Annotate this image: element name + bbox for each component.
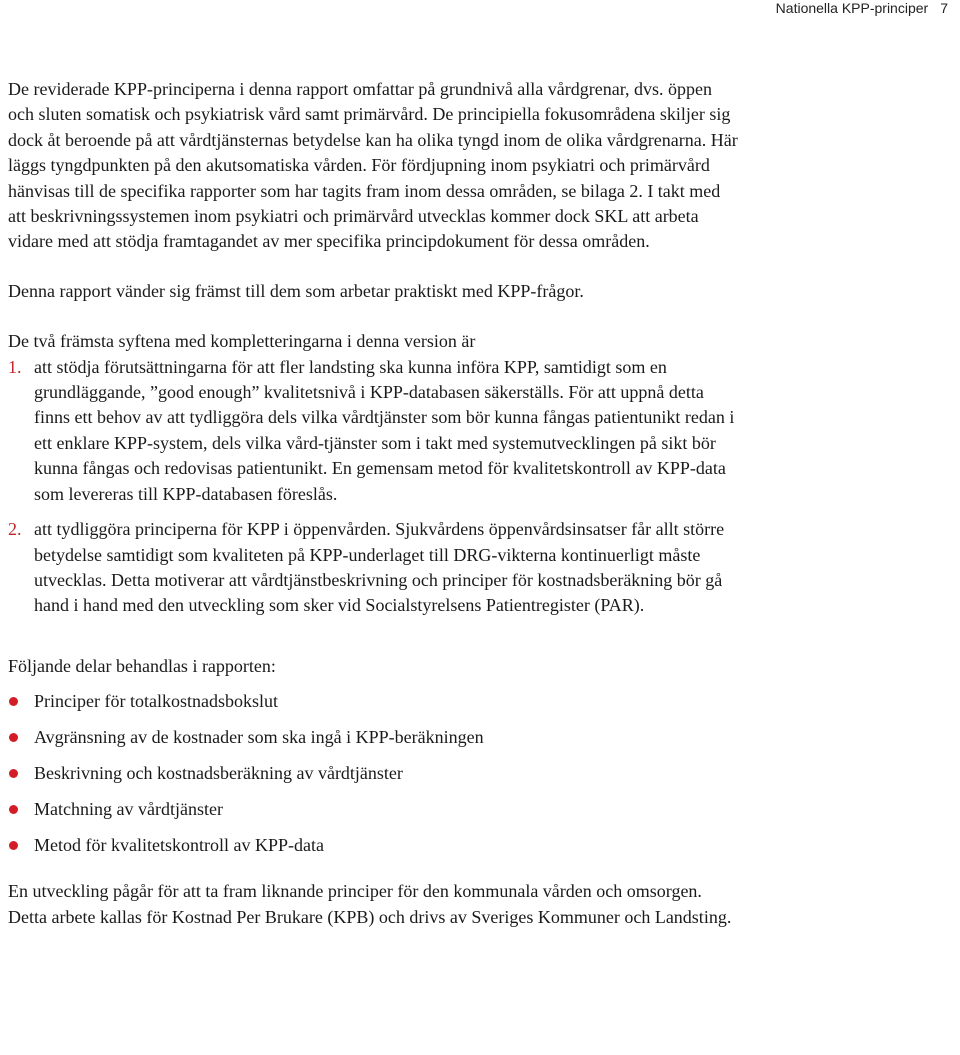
- list-number: 1.: [8, 356, 22, 377]
- bullet-icon: [9, 769, 18, 778]
- bullet-icon: [9, 733, 18, 742]
- list-number: 2.: [8, 519, 22, 540]
- intro-paragraph: De reviderade KPP-principerna i denna rapport omfattar på grundnivå alla vårdgrenar, dvs. öppen och sluten somatisk och psykiatrisk vård samt primärvård. De principiella fokusområdena skiljer sig dock åt beroende på att vårdtjänsternas betydelse kan ha olika tyngd inom de olika vårdgrenarna. Här läggs tyngdpunkten på den akutsomatiska vården. För fördjupning inom psykiatri och primärvård hänvisas till de specifika rapporter som har tagits fram inom dessa områden, se bilaga 2. I takt med att beskrivningssystemen inom psykiatri och primärvård utvecklas kommer dock SKL att arbeta vidare med att stödja framtagandet av mer specifika principdokument för dessa områden.: [8, 79, 738, 252]
- list-item-text: Matchning av vårdtjänster: [34, 799, 223, 820]
- list-item-text: att stödja förutsättningarna för att fler landsting ska kunna införa KPP, samtidigt som en grundläggande, ”good enough” kvalitetsnivå i KPP-databasen säkerställs. För att uppnå detta finns ett behov av att tydliggöra dels vilka vårdtjänster som bör kunna fångas patientunikt redan i ett enklare KPP-system, dels vilka vård-tjänster som i takt med systemutvecklingen på sikt bör kunna fångas och redovisas patientunikt. En gemensam metod för kvalitetskontroll av KPP-data som levereras till KPP-databasen föreslås.: [34, 356, 735, 504]
- list-item-text: att tydliggöra principerna för KPP i öppenvården. Sjukvårdens öppenvårdsinsatser får allt större betydelse samtidigt som kvaliteten på KPP-underlaget till DRG-vikterna kontinuerligt måste utvecklas. Detta motiverar att vårdtjänstbeskrivning och principer för kostnadsberäkning bör gå hand i hand med den utveckling som sker vid Socialstyrelsens Patientregister (PAR).: [34, 519, 725, 616]
- bullet-icon: [9, 805, 18, 814]
- document-body: [8, 77, 738, 930]
- topics-intro: Följande delar behandlas i rapporten:: [8, 655, 276, 676]
- list-item-text: Beskrivning och kostnadsberäkning av vårdtjänster: [34, 763, 403, 784]
- list-item-text: Metod för kvalitetskontroll av KPP-data: [34, 835, 324, 856]
- list-item: [8, 725, 738, 761]
- list-item-text: Avgränsning av de kostnader som ska ingå i KPP-beräkningen: [34, 727, 484, 748]
- list-item: [8, 355, 738, 507]
- list-item: [8, 689, 738, 725]
- closing-paragraph: En utveckling pågår för att ta fram liknande principer för den kommunala vården och omsorgen. Detta arbete kallas för Kostnad Per Brukare (KPB) och drivs av Sveriges Kommuner och Landsting.: [8, 881, 732, 927]
- list-item: [8, 833, 738, 869]
- aims-list: [8, 355, 738, 619]
- list-item: [8, 761, 738, 797]
- audience-paragraph: Denna rapport vänder sig främst till dem som arbetar praktiskt med KPP-frågor.: [8, 280, 584, 301]
- bullet-icon: [9, 841, 18, 850]
- bullet-icon: [9, 697, 18, 706]
- page-header: [776, 0, 948, 16]
- aims-intro: De två främsta syftena med kompletteringarna i denna version är: [8, 331, 476, 352]
- running-title: Nationella KPP-principer: [775, 0, 929, 16]
- list-item: [8, 517, 738, 619]
- list-item-text: Principer för totalkostnadsbokslut: [34, 691, 278, 712]
- list-item: [8, 797, 738, 833]
- page-number: 7: [940, 0, 948, 16]
- topics-list: [8, 689, 738, 869]
